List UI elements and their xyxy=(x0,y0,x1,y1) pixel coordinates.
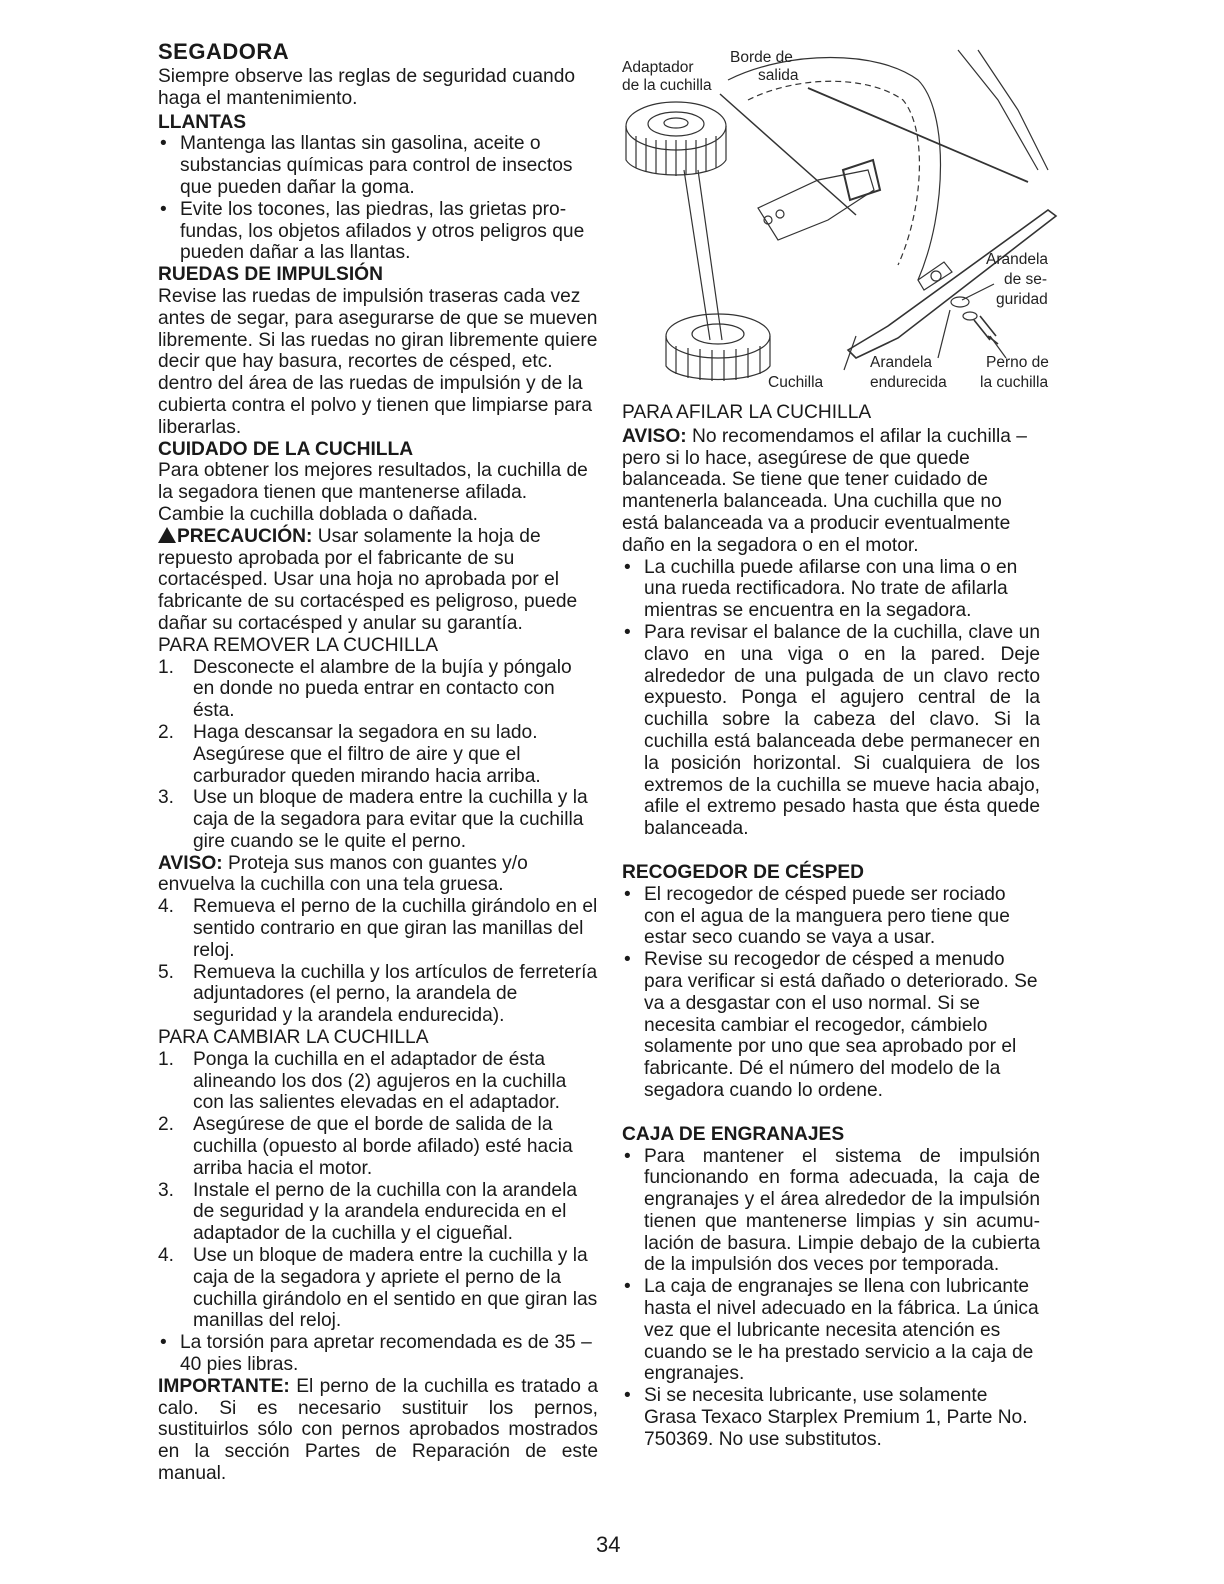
list-item: • Evite los tocones, las piedras, las grietas profundas, los objetos afilados y otros peligros que pueden dañar a las llantas. xyxy=(158,199,598,264)
page-number: 34 xyxy=(596,1532,621,1557)
warning-icon xyxy=(158,527,176,543)
heading-remover: PARA REMOVER LA CUCHILLA xyxy=(158,634,439,656)
deck-outline xyxy=(728,58,941,281)
list-item: • Para revisar el balance de la cuchilla, clave un clavo en una viga o en la pared. Deje alrededor de una pulgada de un clavo recto expuesto. Ponga el agujero central de la cuchilla sobre la cabeza del clavo. Si la cuchilla está balanceada debe permanecer en la posición horizontal. Si cualquiera de los extremos de la cuchilla se mueve hacia abajo, afile el extremo pesado hasta que ésta quede balanceada. xyxy=(622,622,1040,840)
heading-caja: CAJA DE ENGRANAJES xyxy=(622,1123,845,1145)
label-arandela-seguridad: guridad xyxy=(996,291,1048,308)
heading-cuidado: CUIDADO DE LA CUCHILLA xyxy=(158,438,414,460)
label-perno: Perno de xyxy=(986,354,1049,371)
label-arandela-endurecida: Arandela xyxy=(870,354,933,371)
heading-afilar: PARA AFILAR LA CUCHILLA xyxy=(622,402,872,423)
blade-adapter xyxy=(758,170,874,240)
left-column xyxy=(158,40,598,1485)
aviso-paragraph: AVISO: Proteja sus manos con guantes y/o envuelva la cuchilla con una tela gruesa. xyxy=(158,852,528,896)
heading-cambiar: PARA CAMBIAR LA CUCHILLA xyxy=(158,1027,429,1049)
heading-recogedor: RECOGEDOR DE CÉSPED xyxy=(622,861,865,883)
list-item: 3. Instale el perno de la cuchilla con la arandela de seguridad y la arandela endurecida en el adaptador de la cuchilla y el cigueñal. xyxy=(158,1179,578,1245)
list-item: • Mantenga las llantas sin gasolina, aceite o substancias químicas para control de insectos que pueden dañar la goma. xyxy=(158,133,598,198)
ruedas-text: Revise las ruedas de impulsión traseras cada vez antes de segar, para asegurarse de que se mueven libremente. Si las ruedas no giran libremente quiere decir que hay basura, recortes de césped, etc. dentro del área de las ruedas de impulsión y de la cubierta contra el polvo y tienen que limpiarse para liberarlas. xyxy=(158,285,598,438)
right-column xyxy=(622,402,1040,1451)
label-adaptador: Adaptador xyxy=(622,59,694,76)
hardened-washer xyxy=(963,312,977,320)
list-item: 2. Asegúrese de que el borde de salida de la cuchilla (opuesto al borde afilado) esté hacia arriba hacia el motor. xyxy=(158,1114,573,1179)
list-item: • La torsión para apretar recomendada es de 35 – 40 pies libras. xyxy=(158,1332,598,1376)
heading-ruedas: RUEDAS DE IMPULSIÓN xyxy=(158,264,383,286)
label-arandela-seguridad: de se- xyxy=(1004,271,1048,288)
label-arandela-seguridad: Arandela xyxy=(986,251,1049,268)
list-item: • Para mantener el sistema de impulsión funcionando en forma adecuada, la caja de engranajes y el área alrededor de la impulsión tienen que mantenerse limpias y sin acumulación de basura. Limpie debajo de la cubierta de la impulsión dos veces por temporada. xyxy=(622,1146,1040,1277)
afilar-aviso-paragraph: AVISO: No recomendamos el afilar la cuchilla – pero si lo hace, asegúrese de que quede balanceada. Se tiene que tener cuidado de mantenerla balanceada. Una cuchilla que no está balanceada va a producir eventualmente daño en la segadora o en el motor. xyxy=(622,425,1027,556)
blade-diagram xyxy=(618,40,1062,392)
list-item: 4. Remueva el perno de la cuchilla girándolo en el sentido contrario en que giran las manillas del reloj. xyxy=(158,896,598,961)
list-item: 2. Haga descansar la segadora en su lado. Asegúrese que el filtro de aire y que el carburador queden mirando hacia arriba. xyxy=(158,721,541,787)
cuidado-text: Para obtener los mejores resultados, la cuchilla de la segadora tienen que mantenerse afilada. Cambie la cuchilla doblada o dañada. xyxy=(158,460,588,525)
caution-text: Usar solamente la hoja de repuesto aprobada por el fabricante de su cortacésped. Usar una hoja no aprobada por el fabricante de su cortacésped es peligroso, puede dañar su cortacésped y anular su garantía. xyxy=(158,525,578,634)
label-arandela-endurecida: endurecida xyxy=(870,374,947,391)
section-title-segadora: SEGADORA xyxy=(158,39,290,64)
heading-llantas: LLANTAS xyxy=(158,111,247,133)
intro-text: Siempre observe las reglas de seguridad cuando haga el mantenimiento. xyxy=(158,66,576,109)
aviso-label: AVISO: xyxy=(158,852,223,874)
list-item: 5. Remueva la cuchilla y los artículos de ferretería adjuntadores (el perno, la arandela de seguridad y la arandela endurecida). xyxy=(158,961,598,1027)
list-item: • La caja de engranajes se llena con lubricante hasta el nivel adecuado en la fábrica. La única vez que el lubricante necesita atención es cuando se le ha prestado servicio a la caja de engranajes. xyxy=(622,1276,1040,1385)
aviso-label: AVISO: xyxy=(622,425,687,447)
label-cuchilla: Cuchilla xyxy=(768,374,824,391)
list-item: • Revise su recogedor de césped a menudo para verificar si está dañado o deteriorado. Se va a desgastar con el uso normal. Si se necesita cambiar el recogedor, cámbielo solamente por uno que sea aprobado por el fabricante. Dé el número del modelo de la segadora cuando lo ordene. xyxy=(622,949,1040,1102)
list-item: • Si se necesita lubricante, use solamente Grasa Texaco Starplex Premium 1, Parte No. 750369. No use substitutos. xyxy=(622,1385,1040,1450)
label-adaptador: de la cuchilla xyxy=(622,77,712,94)
list-item: • La cuchilla puede afilarse con una lima o en una rueda rectificadora. No trate de afilarla mientras se encuentra en la segadora. xyxy=(622,557,1040,622)
upper-wheel xyxy=(626,102,726,176)
importante-paragraph: IMPORTANTE: El perno de la cuchilla es tratado a calo. Si es necesario sustituir los pernos, sustituirlos sólo con pernos aprobados mostrados en la sección Partes de Reparación de este manual. xyxy=(158,1375,598,1484)
blade-bolt xyxy=(974,316,998,344)
list-item: 1. Desconecte el alambre de la bujía y póngalo en donde no pueda entrar en contacto con ésta. xyxy=(158,656,572,722)
caution-paragraph xyxy=(158,526,598,635)
caution-label: PRECAUCIÓN: xyxy=(177,525,313,547)
list-item: 1. Ponga la cuchilla en el adaptador de ésta alineando los dos (2) agujeros en la cuchilla con las salientes elevadas en el adaptador. xyxy=(158,1048,567,1114)
label-borde: Borde de xyxy=(730,49,793,66)
list-item: • El recogedor de césped puede ser rociado con el agua de la manguera pero tiene que estar seco cuando se vaya a usar. xyxy=(622,884,1040,949)
label-perno: la cuchilla xyxy=(980,374,1049,391)
list-item: 3. Use un bloque de madera entre la cuchilla y la caja de la segadora para evitar que la cuchilla gire cuando se le quite el perno. xyxy=(158,787,588,852)
label-borde: salida xyxy=(758,67,799,84)
lower-wheel xyxy=(666,314,770,381)
importante-label: IMPORTANTE: xyxy=(158,1375,290,1397)
list-item: 4. Use un bloque de madera entre la cuchilla y la caja de la segadora y apriete el perno de la cuchilla girándolo en el sentido en que giran las manillas del reloj. xyxy=(158,1245,598,1332)
